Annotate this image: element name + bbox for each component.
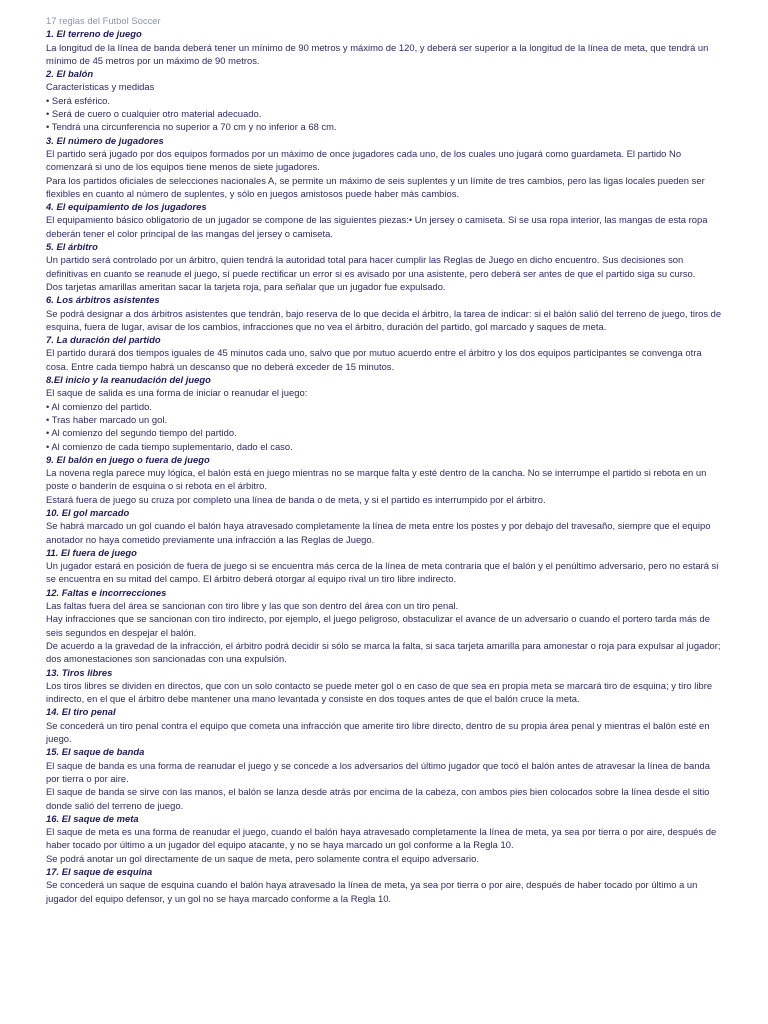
rule-paragraph: Un jugador estará en posición de fuera de juego si se encuentra más cerca de la línea de meta contraria que el balón y el penúltimo adversario, pero no estará si se encuentra en su mitad del campo. El árbitro deberá otorgar al equipo rival un tiro libre indirecto. [46,560,719,585]
rule-section [46,373,722,453]
rule-paragraph: Dos tarjetas amarillas ameritan sacar la tarjeta roja, para señalar que un jugador fue expulsado. [46,280,446,292]
rule-heading: 13. Tiros libres [46,666,113,678]
rule-section [46,200,722,240]
rule-paragraph: Para los partidos oficiales de selecciones nacionales A, se permite un máximo de seis suplentes y un límite de tres cambios, pero las ligas locales pueden ser flexibles en cuanto al número de suplentes, y sólo en juegos amistosos puede haber más cambios. [46,174,705,199]
rule-paragraph: Características y medidas [46,81,155,93]
rule-heading: 12. Faltas e incorrecciones [46,586,167,598]
rule-paragraph: La longitud de la línea de banda deberá tener un mínimo de 90 metros y máximo de 120, y deberá ser superior a la longitud de la línea de meta, que tendrá un mínimo de 45 metros por un máximo de 90 metros. [46,41,709,66]
rule-heading: 15. El saque de banda [46,746,145,758]
rule-paragraph: El equipamiento básico obligatorio de un jugador se compone de las siguientes piezas:• Un jersey o camiseta. Si se usa ropa interior, las mangas de esta ropa deberán tener el color principal de las mangas del jersey o camiseta. [46,214,708,239]
rule-section [46,134,722,200]
rule-paragraph: El saque de salida es una forma de iniciar o reanudar el juego: [46,387,308,399]
rule-section [46,705,722,745]
rule-section [46,666,722,706]
rule-paragraph: Hay infracciones que se sancionan con tiro indirecto, por ejemplo, el juego peligroso, obstaculizar el avance de un adversario o cuando el portero tarda más de seis segundos en despejar el balón. [46,613,710,638]
rule-paragraph: • Al comienzo del segundo tiempo del partido. [46,427,237,439]
rule-heading: 4. El equipamiento de los jugadores [46,201,207,213]
rule-heading: 14. El tiro penal [46,706,116,718]
rule-heading: 3. El número de jugadores [46,134,164,146]
rule-paragraph: • Tras haber marcado un gol. [46,413,168,425]
rule-heading: 5. El árbitro [46,241,98,253]
rule-paragraph: De acuerdo a la gravedad de la infracción, el árbitro podrá decidir si sólo se marca la falta, si saca tarjeta amarilla para amonestar o roja para expulsar al jugador; dos amonestaciones son sancionadas con una expulsión. [46,639,721,665]
rule-paragraph: • Al comienzo de cada tiempo suplementario, dado el caso. [46,440,293,452]
rule-paragraph: Se podrá anotar un gol directamente de un saque de meta, pero solamente contra el equipo adversario. [46,852,480,864]
rule-heading: 2. El balón [46,68,94,80]
rules-list [46,27,722,905]
rule-paragraph: Un partido será controlado por un árbitro, quien tendrá la autoridad total para hacer cumplir las Reglas de Juego en dicho encuentro. Sus decisiones son definitivas en cuanto se reanude el juego, sí puede rectificar un error si es avisado por una asistente, pero deberá ser antes de que el partido siga su curso. [46,254,696,279]
rule-section [46,546,722,586]
rule-section [46,506,722,546]
rule-paragraph: El saque de banda se sirve con las manos, el balón se lanza desde atrás por encima de la cabeza, con ambos pies bien colocados sobre la línea desde el sitio donde salió del terreno de juego. [46,786,710,811]
rule-paragraph: • Tendrá una circunferencia no superior a 70 cm y no inferior a 68 cm. [46,121,337,133]
rule-heading: 10. El gol marcado [46,506,130,518]
rule-section [46,865,722,905]
rule-section [46,27,722,67]
rule-section [46,745,722,811]
rule-heading: 6. Los árbitros asistentes [46,294,160,306]
rule-paragraph: El partido será jugado por dos equipos formados por un máximo de once jugadores cada uno, de los cuales uno jugará como guardameta. El partido No comenzará si uno de los equipos tiene menos de siete jugadores. [46,147,682,173]
rule-paragraph: Los tiros libres se dividen en directos, que con un solo contacto se puede meter gol o en caso de que sea en propia meta se marcará tiro de esquina; y tiro libre indirecto, en el que el árbitro debe mantener una mano levantada y consiste en dos toques antes de que el balón cruce la meta. [46,679,713,705]
rule-paragraph: Las faltas fuera del área se sancionan con tiro libre y las que son dentro del área con un tiro penal. [46,600,459,612]
rule-heading: 7. La duración del partido [46,334,161,346]
rule-section [46,67,722,133]
rule-section [46,453,722,506]
rule-paragraph: El saque de meta es una forma de reanudar el juego, cuando el balón haya atravesado completamente la línea de meta, ya sea por tierra o por aire, después de haber tocado por último a un jugador del equipo atacante, y no se haya marcado un gol conforme a la Regla 10. [46,826,717,851]
rule-section [46,293,722,333]
rule-paragraph: Estará fuera de juego su cruza por completo una línea de banda o de meta, y si el partido es interrumpido por el árbitro. [46,493,546,505]
rule-paragraph: Se habrá marcado un gol cuando el balón haya atravesado completamente la línea de meta entre los postes y por debajo del travesaño, siempre que el equipo anotador no haya cometido previamente una infracción a las Reglas de Juego. [46,520,711,545]
rule-paragraph: Se concederá un saque de esquina cuando el balón haya atravesado la línea de meta, ya sea por tierra o por aire, después de haber tocado por último a un jugador del equipo defensor, y un gol no se haya marcado conforme a la Regla 10. [46,879,698,904]
rule-paragraph: • Será de cuero o cualquier otro material adecuado. [46,108,262,120]
rule-heading: 9. El balón en juego o fuera de juego [46,453,210,465]
rule-paragraph: • Al comienzo del partido. [46,400,152,412]
rule-paragraph: El partido durará dos tiempos iguales de 45 minutos cada uno, salvo que por mutuo acuerdo entre el árbitro y los dos equipos participantes se convenga otra cosa. Entre cada tiempo habrá un descanso que no deberá exceder de 15 minutos. [46,347,702,372]
document-title: 17 reglas del Futbol Soccer [46,15,161,26]
rule-paragraph: Se podrá designar a dos árbitros asistentes que tendrán, bajo reserva de lo que decida el árbitro, la tarea de indicar: si el balón salió del terreno de juego, tiros de esquina, fuera de lugar, avisar de los cambios, infracciones que no vea el árbitro, duración del partido, gol marcado y saques de meta. [46,307,722,332]
rule-heading: 16. El saque de meta [46,812,139,824]
rule-paragraph: La novena regla parece muy lógica, el balón está en juego mientras no se marque falta y esté dentro de la cancha. No se interrumpe el partido si rebota en un poste o banderín de esquina o si rebota en el árbitro. [46,467,707,492]
rule-section [46,240,722,293]
rule-paragraph: Se concederá un tiro penal contra el equipo que cometa una infracción que amerite tiro libre directo, dentro de su propia área penal y mientras el balón esté en juego. [46,719,710,745]
rule-section [46,333,722,373]
rule-paragraph: • Será esférico. [46,94,111,106]
rule-heading: 17. El saque de esquina [46,866,153,877]
rule-heading: 11. El fuera de juego [46,546,137,558]
rule-heading: 8.El inicio y la reanudación del juego [46,374,211,386]
rule-paragraph: El saque de banda es una forma de reanudar el juego y se concede a los adversarios del último jugador que tocó el balón antes de atravesar la línea de banda por tierra o por aire. [46,759,710,784]
rule-heading: 1. El terreno de juego [46,28,142,40]
rule-section [46,812,722,865]
rule-section [46,586,722,666]
